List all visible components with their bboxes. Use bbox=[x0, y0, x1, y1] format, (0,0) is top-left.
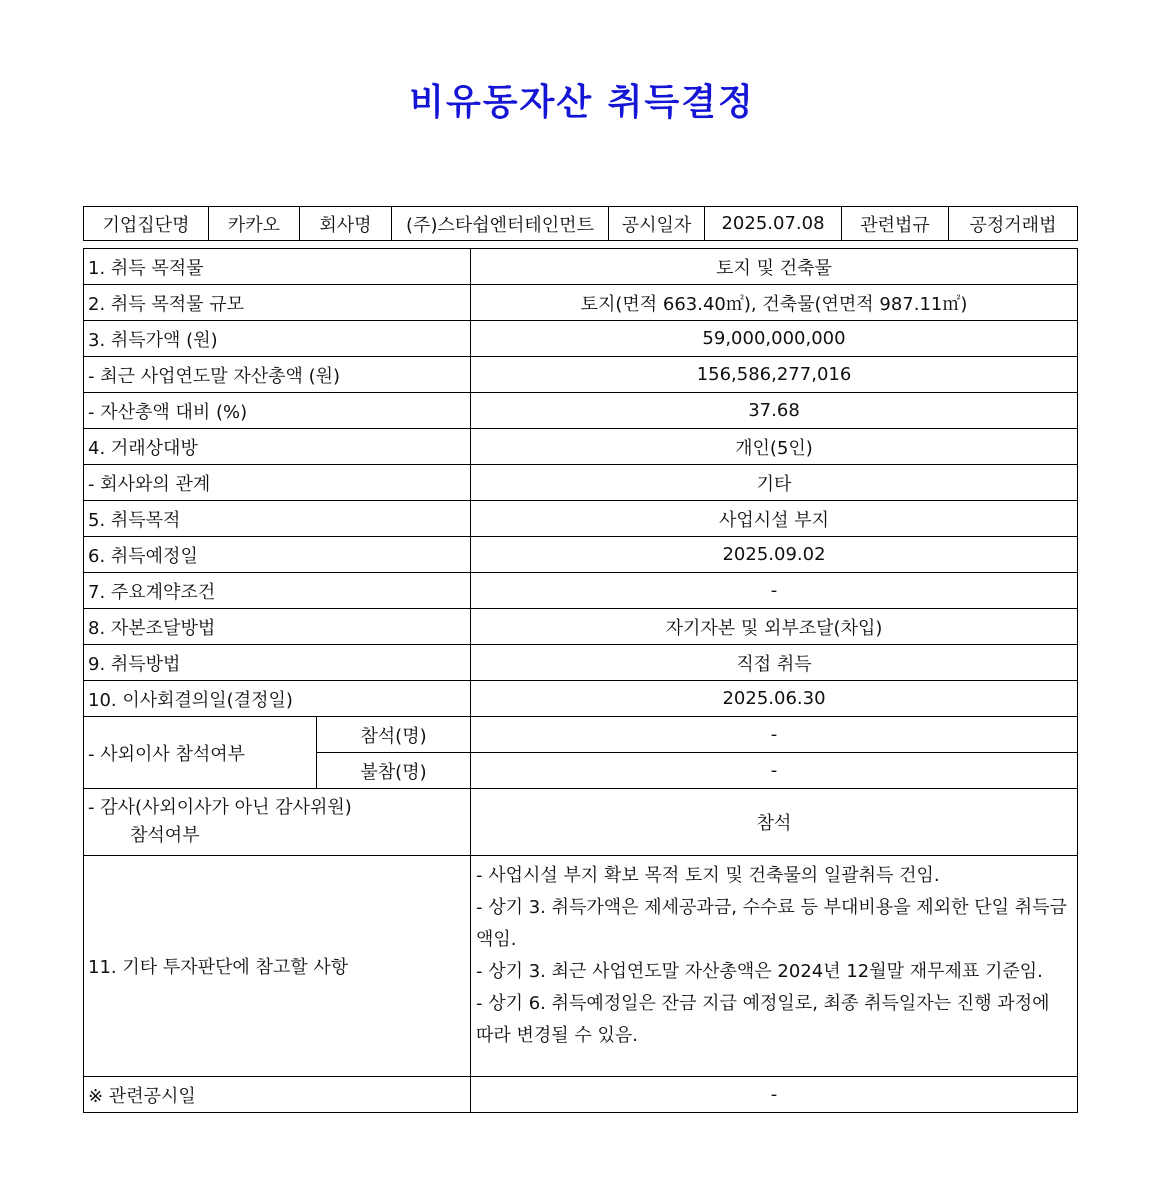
header-row bbox=[84, 207, 1078, 241]
law-value: 공정거래법 bbox=[949, 207, 1078, 241]
auditor-label bbox=[84, 789, 471, 856]
row-value: - bbox=[471, 573, 1078, 609]
row-value: 2025.09.02 bbox=[471, 537, 1078, 573]
row-value: 직접 취득 bbox=[471, 645, 1078, 681]
row-label: 10. 이사회결의일(결정일) bbox=[84, 681, 471, 717]
auditor-value: 참석 bbox=[471, 789, 1078, 856]
row-value: 기타 bbox=[471, 465, 1078, 501]
row-label: 1. 취득 목적물 bbox=[84, 249, 471, 285]
outside-directors-label: - 사외이사 참석여부 bbox=[84, 717, 317, 789]
row-value: 자기자본 및 외부조달(차입) bbox=[471, 609, 1078, 645]
related-label: ※ 관련공시일 bbox=[84, 1077, 471, 1113]
row-label: 4. 거래상대방 bbox=[84, 429, 471, 465]
related-value: - bbox=[471, 1077, 1078, 1113]
note-item: - 상기 3. 취득가액은 제세공과금, 수수료 등 부대비용을 제외한 단일 취득금액임. bbox=[476, 897, 1067, 950]
row-value: 156,586,277,016 bbox=[471, 357, 1078, 393]
table-row bbox=[84, 321, 1078, 357]
row-label: - 최근 사업연도말 자산총액 (원) bbox=[84, 357, 471, 393]
table-row bbox=[84, 501, 1078, 537]
table-row bbox=[84, 609, 1078, 645]
row-value: 사업시설 부지 bbox=[471, 501, 1078, 537]
header-table bbox=[83, 206, 1078, 241]
table-row bbox=[84, 429, 1078, 465]
row-label: 6. 취득예정일 bbox=[84, 537, 471, 573]
row-label: 2. 취득 목적물 규모 bbox=[84, 285, 471, 321]
note-item: - 사업시설 부지 확보 목적 토지 및 건축물의 일괄취득 건임. bbox=[476, 865, 940, 886]
group-value: 카카오 bbox=[209, 207, 300, 241]
row-label: 5. 취득목적 bbox=[84, 501, 471, 537]
table-row bbox=[84, 537, 1078, 573]
row-label: 7. 주요계약조건 bbox=[84, 573, 471, 609]
law-label: 관련법규 bbox=[842, 207, 949, 241]
note-item: - 상기 6. 취득예정일은 잔금 지급 예정일로, 최종 취득일자는 진행 과정에 따라 변경될 수 있음. bbox=[476, 993, 1050, 1046]
company-value: (주)스타쉽엔터테인먼트 bbox=[392, 207, 609, 241]
row-value: 토지 및 건축물 bbox=[471, 249, 1078, 285]
table-row bbox=[84, 393, 1078, 429]
absent-value: - bbox=[471, 753, 1078, 789]
row-value: 37.68 bbox=[471, 393, 1078, 429]
disclosure-table bbox=[83, 248, 1078, 1113]
absent-label: 불참(명) bbox=[317, 753, 471, 789]
table-row bbox=[84, 285, 1078, 321]
other-notes-label: 11. 기타 투자판단에 참고할 사항 bbox=[84, 856, 471, 1077]
auditor-label-line1: - 감사(사외이사가 아닌 감사위원) bbox=[88, 797, 352, 818]
row-label: - 자산총액 대비 (%) bbox=[84, 393, 471, 429]
present-label: 참석(명) bbox=[317, 717, 471, 753]
table-row bbox=[84, 249, 1078, 285]
note-item: - 상기 3. 최근 사업연도말 자산총액은 2024년 12월말 재무제표 기준임. bbox=[476, 961, 1043, 982]
date-label: 공시일자 bbox=[609, 207, 705, 241]
row-label: 9. 취득방법 bbox=[84, 645, 471, 681]
table-row bbox=[84, 357, 1078, 393]
row-value: 개인(5인) bbox=[471, 429, 1078, 465]
other-notes-row bbox=[84, 856, 1078, 1077]
table-row bbox=[84, 465, 1078, 501]
table-row bbox=[84, 681, 1078, 717]
row-label: 3. 취득가액 (원) bbox=[84, 321, 471, 357]
date-value: 2025.07.08 bbox=[705, 207, 842, 241]
row-value: 2025.06.30 bbox=[471, 681, 1078, 717]
outside-directors-row bbox=[84, 717, 1078, 753]
present-value: - bbox=[471, 717, 1078, 753]
row-label: - 회사와의 관계 bbox=[84, 465, 471, 501]
table-row bbox=[84, 645, 1078, 681]
table-row bbox=[84, 573, 1078, 609]
group-label: 기업집단명 bbox=[84, 207, 209, 241]
related-row bbox=[84, 1077, 1078, 1113]
auditor-row bbox=[84, 789, 1078, 856]
other-notes-value bbox=[471, 856, 1078, 1077]
row-value: 토지(면적 663.40㎡), 건축물(연면적 987.11㎡) bbox=[471, 285, 1078, 321]
company-label: 회사명 bbox=[300, 207, 392, 241]
row-label: 8. 자본조달방법 bbox=[84, 609, 471, 645]
row-value: 59,000,000,000 bbox=[471, 321, 1078, 357]
page-title: 비유동자산 취득결정 bbox=[409, 81, 755, 123]
auditor-label-line2: 참석여부 bbox=[130, 825, 200, 846]
